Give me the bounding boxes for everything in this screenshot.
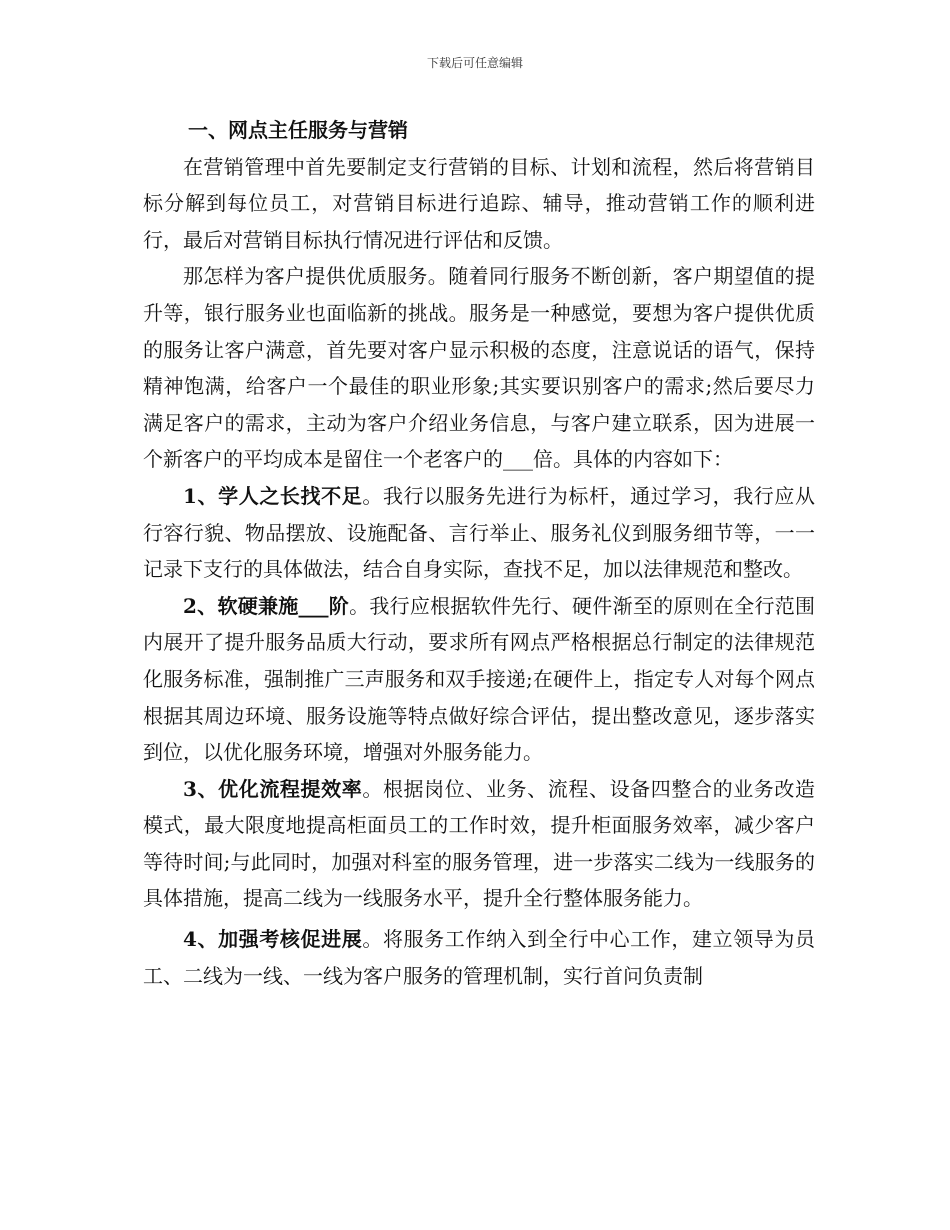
list-item <box>143 588 815 771</box>
paragraph-marketing: 在营销管理中首先要制定支行营销的目标、计划和流程，然后将营销目标分解到每位员工，对营销目标进行追踪、辅导，推动营销工作的顺利进行，最后对营销目标执行情况进行评估和反馈。 <box>143 154 815 252</box>
list-item <box>143 921 815 994</box>
paragraph-service: 那怎样为客户提供优质服务。随着同行服务不断创新，客户期望值的提升等，银行服务业也面临新的挑战。服务是一种感觉，要想为客户提供优质的服务让客户满意，首先要对客户显示积极的态度，注意说话的语气，保持精神饱满，给客户一个最佳的职业形象;其实要识别客户的需求;然后要尽力满足客户的需求，主动为客户介绍业务信息，与客户建立联系，因为进展一个新客户的平均成本是留住一个老客户的___倍。具体的内容如下： <box>143 264 815 472</box>
item-text: 。将服务工作纳入到全行中心工作，建立领导为员工、二线为一线、一线为客户服务的管理机制，实行首问负责制 <box>143 927 815 988</box>
item-lead: 4、加强考核促进展 <box>183 927 363 952</box>
document-body <box>143 112 815 994</box>
section-heading: 一、网点主任服务与营销 <box>188 118 408 142</box>
list-item <box>143 771 815 917</box>
item-lead: 3、优化流程提效率 <box>183 776 363 801</box>
item-lead: 1、学人之长找不足 <box>183 483 363 508</box>
header-note: 下载后可任意编辑 <box>426 56 523 70</box>
item-text: 。我行应根据软件先行、硬件渐至的原则在全行范围内展开了提升服务品质大行动，要求所有网点严格根据总行制定的法律规范化服务标准，强制推广三声服务和双手接递;在硬件上，指定专人对每个网点根据其周边环境、服务设施等特点做好综合评估，提出整改意见，逐步落实到位，以优化服务环境，增强对外服务能力。 <box>143 593 816 765</box>
item-text: 。我行以服务先进行为标杆，通过学习，我行应从行容行貌、物品摆放、设施配备、言行举止、服务礼仪到服务细节等，一一记录下支行的具体做法，结合自身实际，查找不足，加以法律规范和整改。 <box>143 483 815 582</box>
list-item <box>143 478 815 588</box>
item-lead: 2、软硬兼施___阶 <box>183 593 350 618</box>
item-text: 。根据岗位、业务、流程、设备四整合的业务改造模式，最大限度地提高柜面员工的工作时效，提升柜面服务效率，减少客户等待时间;与此同时，加强对科室的服务管理，进一步落实二线为一线服务的具体措施，提高二线为一线服务水平，提升全行整体服务能力。 <box>143 776 815 911</box>
